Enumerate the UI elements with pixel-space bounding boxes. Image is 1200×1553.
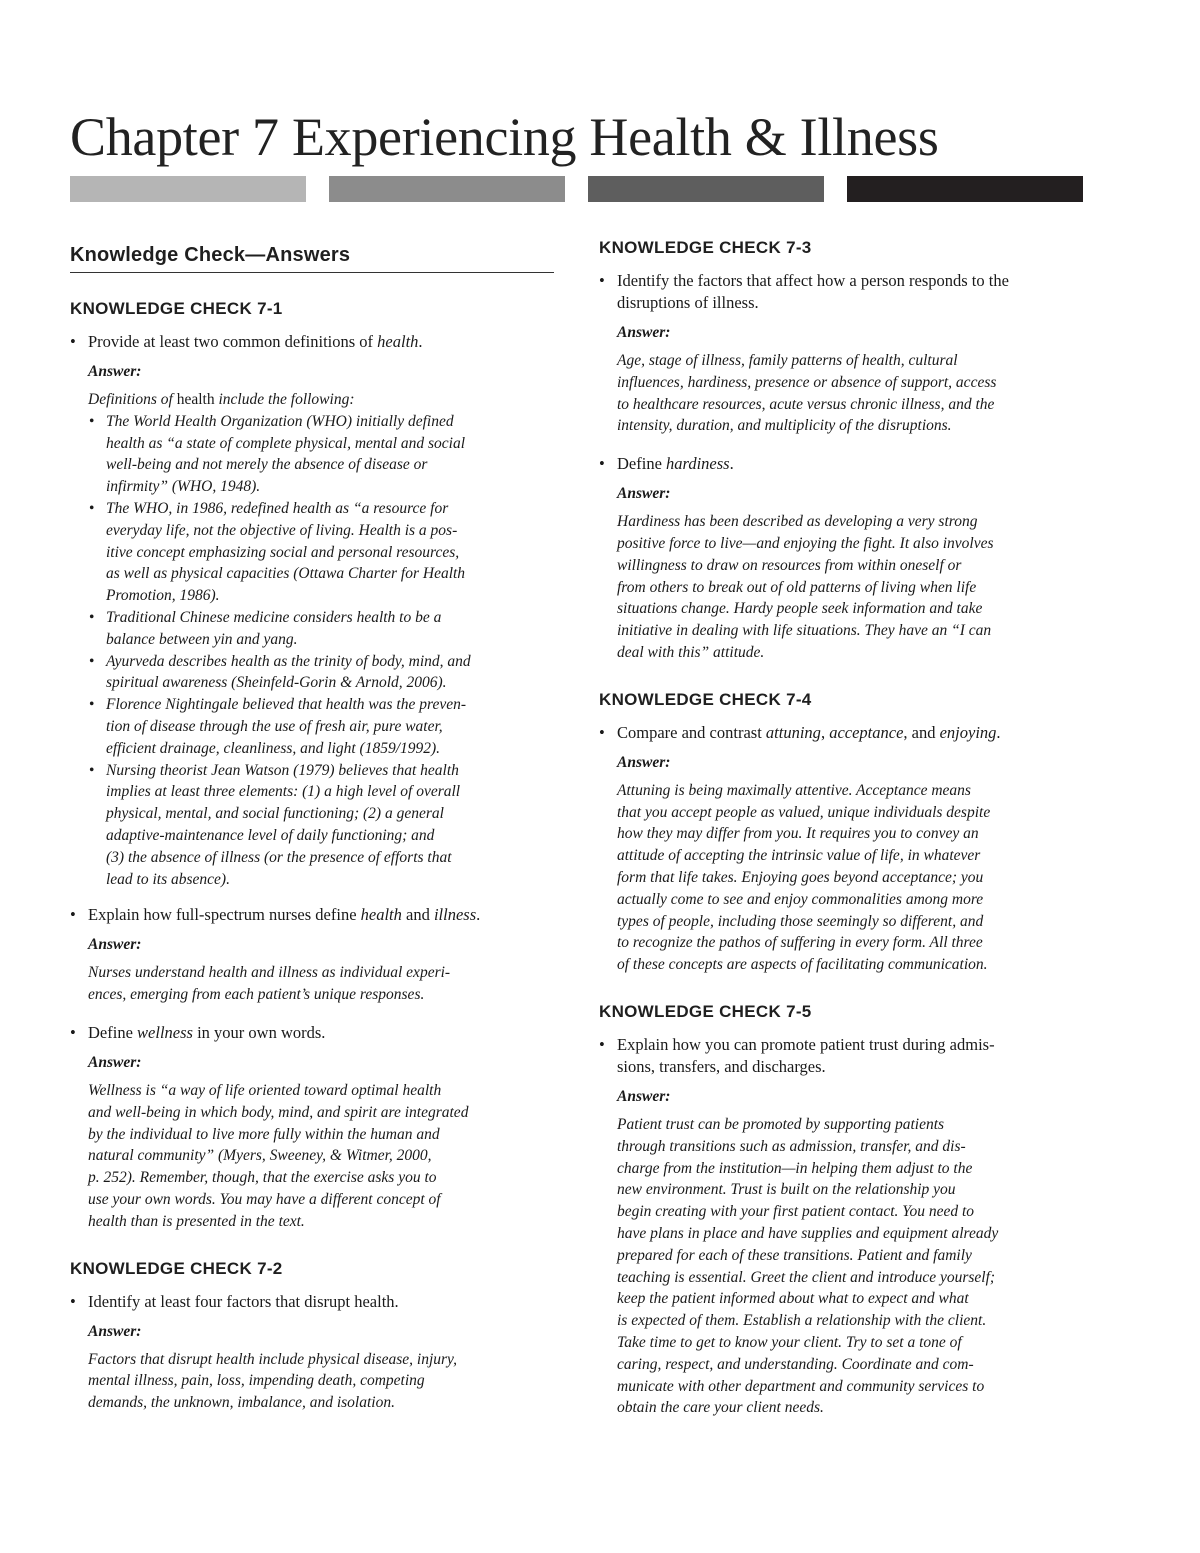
- definitions-list: [70, 411, 554, 891]
- bullet-icon: •: [599, 454, 605, 474]
- question: • Explain how you can promote patient trust during admis- sions, transfers, and discharges.: [599, 1034, 995, 1076]
- kc-heading: KNOWLEDGE CHECK 7-4: [599, 689, 812, 709]
- answer-text: Patient trust can be promoted by supporting patients through transitions such as admission, transfer, and dis- charge from the institution—in helping them adjust to the new environment. Trust is built on the relationship you begin creating with your first patient contact. You need to have plans in place and have supplies and equipment already prepared for each of these transitions. Patient and family teaching is essential. Greet the client and introduce yourself; keep the patient informed about what to expect and what is expected of them. Establish a relationship with the client. Take time to get to know your client. Try to set a tone of caring, respect, and understanding. Coordinate and com- municate with other department and community services to obtain the care your client needs.: [617, 1115, 999, 1417]
- list-item: • Traditional Chinese medicine considers health to be a balance between yin and yang.: [89, 608, 442, 648]
- left-column: [70, 240, 554, 1438]
- answer-label: Answer:: [617, 485, 671, 503]
- answer-text: Nurses understand health and illness as individual experi- ences, emerging from each patient’s unique responses.: [88, 964, 451, 1004]
- question: • Provide at least two common definitions of health.: [70, 332, 423, 351]
- answer-text: Factors that disrupt health include physical disease, injury, mental illness, pain, loss, impending death, competing demands, the unknown, imbalance, and isolation.: [88, 1350, 457, 1412]
- bullet-icon: •: [70, 905, 76, 925]
- answer-text: Hardiness has been described as developing a very strong positive force to live—and enjoying the fight. It also involves willingness to draw on resources from within oneself or from others to break out of old patterns of living when life situations change. Hardy people seek information and take initiative in dealing with life situations. They have an “I can deal with this” attitude.: [617, 513, 994, 661]
- answer-label: Answer:: [617, 1087, 671, 1105]
- answer-text: Age, stage of illness, family patterns of health, cultural influences, hardiness, presence or absence of support, access to healthcare resources, acute versus chronic illness, and the intensity, duration, and multiplicity of the disruptions.: [617, 352, 997, 435]
- bullet-icon: •: [89, 652, 95, 670]
- question: • Compare and contrast attuning, acceptance, and enjoying.: [599, 722, 1001, 742]
- bullet-icon: •: [89, 412, 95, 430]
- answer-label: Answer:: [617, 324, 671, 341]
- bar-dark: [588, 176, 824, 202]
- decorative-bars: [70, 176, 1083, 202]
- bullet-icon: •: [89, 761, 95, 779]
- knowledge-check-7-1: [70, 297, 554, 1233]
- kc-heading: KNOWLEDGE CHECK 7-2: [70, 1258, 283, 1278]
- answer-label: Answer:: [88, 363, 142, 380]
- question: • Define wellness in your own words.: [70, 1022, 326, 1042]
- question: • Identify at least four factors that disrupt health.: [70, 1291, 399, 1311]
- question: • Explain how full-spectrum nurses define health and illness.: [70, 905, 481, 925]
- bar-light: [70, 176, 306, 202]
- kc-heading: KNOWLEDGE CHECK 7-3: [599, 238, 812, 257]
- list-item: • The WHO, in 1986, redefined health as “a resource for everyday life, not the objective of living. Health is a pos- itive concept emphasizing social and personal resources, as well as physical capacities (Ottawa Charter for Health Promotion, 1986).: [89, 499, 466, 605]
- knowledge-check-7-3: [599, 236, 1083, 664]
- answer-intro: Definitions of health include the following:: [88, 391, 355, 408]
- chapter-title: Chapter 7 Experiencing Health & Illness: [70, 107, 939, 167]
- knowledge-check-7-2: [70, 1257, 554, 1414]
- answer-label: Answer:: [617, 753, 671, 771]
- list-item: • Florence Nightingale believed that health was the preven- tion of disease through the use of fresh air, pure water, efficient drainage, cleanliness, and light (1859/1992).: [89, 696, 466, 757]
- kc-heading: KNOWLEDGE CHECK 7-1: [70, 299, 283, 318]
- knowledge-check-7-4: [599, 688, 1083, 976]
- list-item: • Ayurveda describes health as the trinity of body, mind, and spiritual awareness (Sheinfeld-Gorin & Arnold, 2006).: [89, 652, 471, 692]
- bullet-icon: •: [89, 696, 95, 714]
- bullet-icon: •: [599, 271, 605, 290]
- list-item: • The World Health Organization (WHO) initially defined health as “a state of complete physical, mental and social well-being and not merely the absence of disease or infirmity” (WHO, 1948).: [89, 412, 466, 496]
- answer-label: Answer:: [88, 936, 142, 954]
- bullet-icon: •: [70, 1291, 76, 1311]
- bullet-icon: •: [599, 722, 605, 742]
- bullet-icon: •: [89, 499, 95, 517]
- section-title: Knowledge Check—Answers: [70, 240, 554, 273]
- answer-text: Wellness is “a way of life oriented toward optimal health and well-being in which body, mind, and spirit are integrated by the individual to live more fully within the human and natural community” (Myers, Sweeney, & Witmer, 2000, p. 252). Remember, though, that the exercise asks you to use your own words. You may have a different concept of health than is presented in the text.: [88, 1081, 469, 1230]
- bullet-icon: •: [70, 332, 76, 351]
- list-item: • Nursing theorist Jean Watson (1979) believes that health implies at least three elements: (1) a high level of overall physical, mental, and social functioning; (2) a general adaptive-maintenance level of daily functioning; and (3) the absence of illness (or the presence of efforts that lead to its absence).: [89, 761, 461, 888]
- bar-medium: [329, 176, 565, 202]
- bar-black: [847, 176, 1083, 202]
- knowledge-check-7-5: [599, 1000, 1083, 1419]
- question: • Identify the factors that affect how a person responds to the disruptions of illness.: [599, 271, 1009, 312]
- bullet-icon: •: [70, 1022, 76, 1042]
- answer-text: Attuning is being maximally attentive. Acceptance means that you accept people as valued, unique individuals despite how they may differ from you. It requires you to convey an attitude of accepting the intrinsic value of life, in whatever form that life takes. Enjoying goes beyond acceptance; you actually come to see and enjoy commonalities among more types of people, including those seemingly so different, and to recognize the pathos of suffering in every form. All three of these concepts are aspects of facilitating communication.: [617, 781, 991, 974]
- kc-heading: KNOWLEDGE CHECK 7-5: [599, 1001, 812, 1021]
- right-column: [599, 236, 1083, 1443]
- answer-label: Answer:: [88, 1322, 142, 1340]
- bullet-icon: •: [89, 608, 95, 626]
- question: • Define hardiness.: [599, 454, 734, 474]
- bullet-icon: •: [599, 1034, 605, 1054]
- answer-label: Answer:: [88, 1053, 142, 1071]
